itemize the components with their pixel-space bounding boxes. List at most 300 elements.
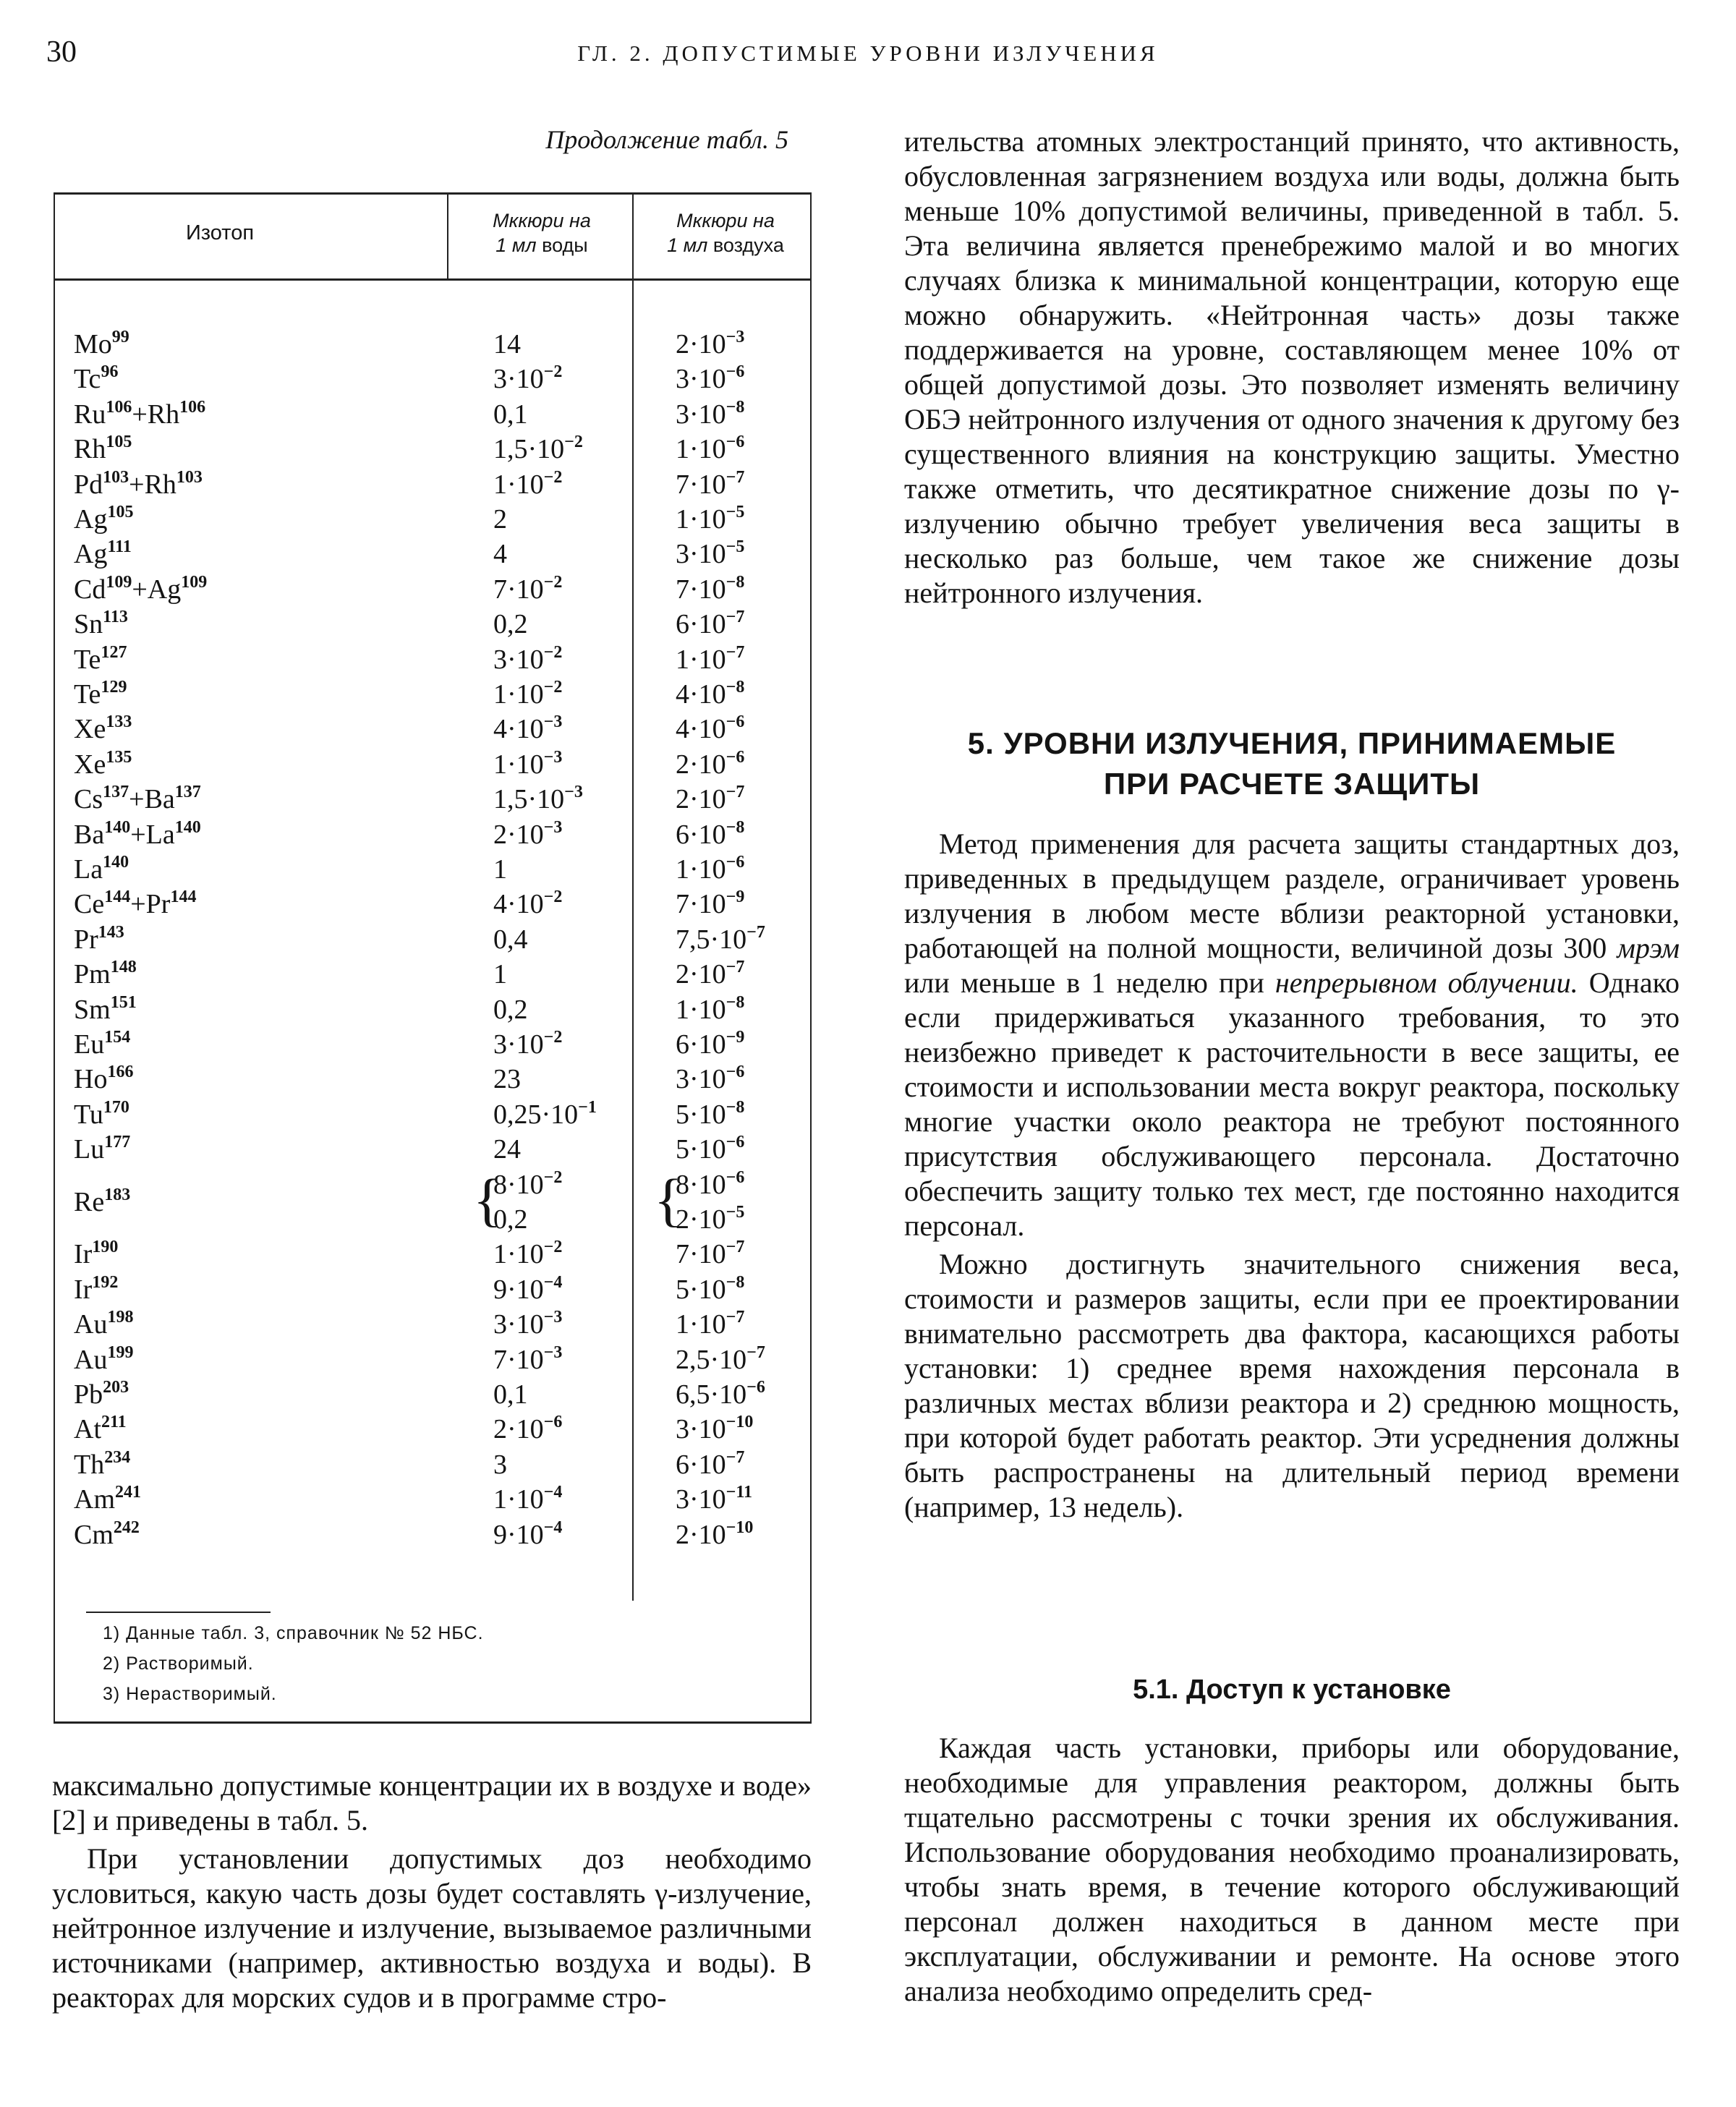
air-value-cell [676,432,744,467]
value-exponent: −3 [543,817,563,837]
table-row [54,327,810,362]
value-exponent: −2 [543,1028,563,1047]
mass-number: 105 [106,433,132,452]
isotope-symbol: Au [74,1309,108,1340]
water-value-cell [493,1132,521,1167]
isotope-cell [74,1027,130,1062]
water-value-cell [493,1272,562,1307]
header-water-line2 [451,233,632,257]
value-exponent: −6 [726,747,745,767]
table-row [54,1097,810,1132]
paragraph: Можно достигнуть значительного снижения веса, стоимости и размеров защиты, если при ее проектировании внимательно рассмотреть два фактора, касающихся работы установки: 1) среднее время нахождения персонала в различных местах вблизи реактора и 2) среднюю мощность, при которой будет работать реактор. Эти усреднения должны быть распространены на длительный период времени (например, 13 недель). [904,1248,1680,1523]
paragraph: Каждая часть установки, приборы или оборудование, необходимые для управления реактором, должны быть тщательно рассмотрены с точки зрения их обслуживания. Использование оборудования необходимо проанализировать, чтобы знать время, в течение которого обслуживающий персонал должен находиться в данном месте при эксплуатации, обслуживании и ремонте. На основе этого анализа необходимо определить сред- [904,1732,1680,2007]
air-value-cell [676,1027,744,1062]
dose-unit: мрэм [1617,932,1680,964]
table-row [54,1132,810,1167]
value-base: 1·10 [676,644,726,675]
mass-number: 198 [107,1308,134,1327]
table-row [54,1272,810,1307]
air-value-cell [676,747,744,782]
value-base: 3 [493,1449,507,1480]
table-top-rule [54,192,812,195]
water-value-cell [493,922,528,957]
value-exponent: −9 [726,888,745,907]
value-exponent: −7 [726,1447,745,1467]
value-exponent: −2 [564,433,583,452]
table-row [54,362,810,396]
mass-number: 137 [174,783,201,802]
running-title: ГЛ. 2. ДОПУСТИМЫЕ УРОВНИ ИЗЛУЧЕНИЯ [577,41,1159,66]
value-exponent: −5 [726,537,745,557]
isotope-symbol: +La [130,819,175,850]
value-exponent: −8 [726,397,745,417]
value-exponent: −2 [543,467,563,487]
isotope-symbol: Ce [74,889,105,920]
isotope-symbol: Ir [74,1274,93,1305]
value-exponent: −6 [726,1133,745,1152]
header-air [635,208,816,257]
value-base: 1·10 [493,679,544,710]
value-base: 8·10 [676,1169,726,1200]
value-base: 2·10 [676,329,726,359]
air-value-cell [676,1482,752,1517]
table-row [54,642,810,677]
air-value-cell [676,1097,744,1132]
value-exponent: −8 [726,1272,745,1292]
table-row [54,957,810,992]
isotope-symbol: Sm [74,994,111,1025]
value-base: 2,5·10 [676,1344,747,1375]
left-column-text [52,1768,812,2019]
mass-number: 211 [101,1413,127,1432]
value-exponent: −7 [746,922,765,942]
air-value-cell [676,712,744,746]
value-base: 4·10 [676,714,726,745]
footnote-rule [86,1612,271,1613]
value-base: 6·10 [676,1029,726,1060]
footnote-1: 1) Данные табл. 3, справочник № 52 НБС. [103,1623,484,1643]
value-base: 0,1 [493,399,528,430]
value-exponent: −2 [543,642,563,662]
air-value-cell [676,397,744,432]
footnote-3: 3) Нерастворимый. [103,1684,277,1704]
table-row [54,887,810,921]
water-value-cell [493,852,507,887]
value-base: 6,5·10 [676,1379,747,1410]
value-base: 7·10 [676,469,726,500]
air-value-cell [676,1447,744,1482]
isotope-cell [74,1132,130,1167]
isotope-symbol: Ho [74,1064,108,1095]
value-exponent: −2 [543,1167,563,1187]
air-value-cell [676,1377,765,1412]
air-value-cell [676,642,744,677]
mass-number: 106 [179,397,206,417]
isotope-cell [74,992,137,1027]
mass-number: 154 [104,1028,131,1047]
header-air-line1: Мккюри на [676,210,775,231]
water-value-cell [493,502,507,537]
water-value-cell [493,1097,597,1132]
table-row [54,1342,810,1377]
value-exponent: −7 [726,1308,745,1327]
air-value-cell [676,1062,744,1097]
isotope-cell [74,537,132,571]
value-base: 3·10 [676,1414,726,1445]
mass-number: 166 [107,1063,134,1082]
mass-number: 137 [103,783,129,802]
water-value-cell [493,957,507,992]
isotope-cell [74,957,137,992]
water-value-cell [493,1377,528,1412]
value-exponent: −9 [726,1028,745,1047]
air-value-cell [676,1307,744,1342]
isotope-symbol: +Ba [129,784,175,815]
air-value-cell [676,1237,744,1272]
value-base: 0,25·10 [493,1099,579,1130]
mass-number: 183 [104,1185,131,1204]
water-value-cell [493,1412,562,1447]
isotope-symbol: Mo [74,329,112,359]
air-value-cell [676,782,744,817]
table-row [54,1307,810,1342]
value-base: 0,4 [493,924,528,955]
isotope-symbol: Xe [74,714,106,745]
table-row [54,607,810,642]
isotope-cell [74,467,203,502]
mass-number: 140 [104,817,131,837]
value-base: 6·10 [676,1449,726,1480]
air-value-cell [676,467,744,502]
water-value-cell [493,642,562,677]
mass-number: 140 [103,853,129,872]
isotope-symbol: Lu [74,1134,105,1165]
value-exponent: −1 [578,1097,597,1117]
value-base: 4·10 [676,679,726,710]
value-base: 6·10 [676,819,726,850]
value-base: 2·10 [676,1519,726,1550]
table-row [54,817,810,852]
value-base: 3·10 [493,644,544,675]
section-title [904,723,1680,804]
value-base: 24 [493,1134,521,1165]
value-base: 3·10 [493,364,544,395]
air-value-cell [676,502,744,537]
air-value-cell [676,362,744,396]
isotope-cell [74,1482,141,1517]
value-base: 3·10 [493,1029,544,1060]
table-row [54,782,810,817]
water-value-cell [493,397,528,432]
table-bottom-rule [54,1721,812,1724]
value-exponent: −6 [726,1167,745,1187]
air-value-cell [676,327,744,362]
value-exponent: −6 [726,362,745,382]
paragraph: максимально допустимые концентрации их в воздухе и воде» [2] и приведены в табл. 5. [52,1769,812,1836]
isotope-symbol: At [74,1414,101,1445]
mass-number: 103 [103,467,129,487]
value-base: 3·10 [676,399,726,430]
value-exponent: −3 [543,1308,563,1327]
isotope-symbol: +Pr [130,889,171,920]
isotope-cell [74,852,129,887]
isotope-symbol: Ru [74,399,106,430]
table-row [54,677,810,712]
value-base: 1·10 [676,1309,726,1340]
value-base: 1,5·10 [493,784,565,815]
table-row [54,1202,810,1237]
value-base: 5·10 [676,1099,726,1130]
isotope-symbol: +Rh [129,469,176,500]
isotope-cell [74,677,127,712]
isotope-symbol: Te [74,644,101,675]
value-base: 6·10 [676,609,726,640]
header-water [451,208,632,257]
air-value-cell [676,1167,744,1202]
air-value-cell [676,677,744,712]
isotope-symbol: Re [74,1186,105,1217]
mass-number: 99 [111,328,129,346]
value-base: 0,2 [493,609,528,640]
value-base: 5·10 [676,1134,726,1165]
air-value-cell [676,852,744,887]
water-value-cell [493,1482,562,1517]
value-base: 1·10 [493,469,544,500]
value-base: 4·10 [493,714,544,745]
table-row [54,1518,810,1552]
air-value-cell [676,572,744,607]
value-base: 7·10 [676,889,726,920]
mass-number: 113 [103,608,128,627]
value-exponent: −6 [543,1413,563,1432]
value-base: 1·10 [493,1239,544,1270]
right-column-subsection [904,1731,1680,2012]
isotope-cell [74,1272,118,1307]
mass-number: 144 [170,888,197,907]
mass-number: 203 [103,1378,129,1397]
value-exponent: −10 [726,1413,754,1432]
value-base: 2·10 [676,749,726,780]
value-base: 2·10 [493,819,544,850]
mass-number: 148 [110,958,137,977]
isotope-symbol: +Ag [132,574,182,605]
value-base: 8·10 [493,1169,544,1200]
mass-number: 106 [106,397,132,417]
paragraph: При установлении допустимых доз необходимо условиться, какую часть дозы будет составлять γ-излучение, нейтронное излучение и излучение, вызываемое различными источниками (например, активностью воздуха и воды). В реакторах для морских судов и в программе стро- [52,1842,812,2014]
water-value-cell [493,1447,507,1482]
table-row [54,852,810,887]
water-value-cell [493,782,583,817]
value-base: 1 [493,959,507,990]
header-isotope: Изотоп [185,221,255,244]
mass-number: 234 [104,1447,131,1467]
table-row [54,1027,810,1062]
water-value-cell [493,1167,562,1202]
isotope-symbol: La [74,854,103,885]
isotope-symbol: Ir [74,1239,93,1270]
mass-number: 199 [107,1342,134,1362]
mass-number: 144 [104,888,131,907]
value-base: 23 [493,1064,521,1095]
mass-number: 129 [101,678,127,697]
value-exponent: −3 [543,747,563,767]
water-value-cell [493,537,507,571]
table-row [54,502,810,537]
air-value-cell [676,1342,765,1377]
value-base: 3·10 [676,539,726,570]
table-row [54,432,810,467]
water-value-cell [493,712,562,746]
table-caption: Продолжение табл. 5 [545,125,788,154]
mass-number: 111 [107,537,132,557]
table-row [54,1237,810,1272]
paragraph: ительства атомных электростанций принято, что активность, обусловленная загрязнением воздуха или воды, должна быть меньше 10% допустимой величины, приведенной в табл. 5. Эта величина является пренебрежимо малой и во многих случаях близка к минимальной концентрации, которую еще можно обнаружить. «Нейтронная часть» дозы также поддерживается на уровне, составляющем менее 10% от общей допустимой дозы. Это позволяет изменять величину ОБЭ нейтронного излучения от одного значения к другому без существенного влияния на конструкцию защиты. Уместно также отметить, что десятикратное снижение дозы по γ-излучению обычно требует увеличения веса защиты в несколько раз больше, чем такое же снижение дозы нейтронного излучения. [904,125,1680,609]
table-row [54,467,810,502]
water-value-cell [493,362,562,396]
isotope-symbol: Ag [74,504,108,535]
paragraph [904,827,1680,1243]
value-base: 3·10 [493,1309,544,1340]
table-row [54,712,810,746]
value-base: 1·10 [676,504,726,535]
value-base: 2·10 [676,784,726,815]
air-value-cell [676,922,765,957]
isotope-cell [74,362,118,396]
value-exponent: −2 [543,572,563,592]
header-water-line1: Мккюри на [493,210,591,231]
value-base: 9·10 [493,1519,544,1550]
isotope-symbol: Pd [74,469,103,500]
isotope-cell [74,397,205,432]
table-row [54,1062,810,1097]
value-exponent: −2 [543,362,563,382]
isotope-symbol: Cs [74,784,103,815]
value-exponent: −6 [726,433,745,452]
subsection-title: 5.1. Доступ к установке [1133,1674,1451,1705]
mass-number: 109 [181,572,208,592]
right-column-text [904,124,1680,614]
isotope-symbol: Te [74,679,101,710]
brace-symbol: { [473,1166,502,1233]
table-row [54,1167,810,1217]
header-air-unit: 1 мл [667,234,708,256]
isotope-symbol: Ba [74,819,105,850]
isotope-cell [74,817,201,852]
value-base: 1,5·10 [493,434,565,465]
section-title-line2: ПРИ РАСЧЕТЕ ЗАЩИТЫ [1103,767,1481,801]
mass-number: 135 [106,747,132,767]
value-base: 7·10 [493,574,544,605]
isotope-cell [74,1342,133,1377]
footnote-2: 2) Растворимый. [103,1653,254,1674]
air-value-cell [676,1518,753,1552]
mass-number: 242 [113,1518,140,1537]
isotope-symbol: Sn [74,609,103,640]
isotope-cell [74,432,132,467]
isotope-cell [74,922,124,957]
value-exponent: −5 [726,503,745,522]
value-exponent: −8 [726,678,745,697]
isotope-symbol: Tc [74,364,101,395]
mass-number: 177 [104,1133,131,1152]
table-row [54,1412,810,1447]
air-value-cell [676,607,744,642]
air-value-cell [676,957,744,992]
value-exponent: −8 [726,817,745,837]
isotope-symbol: Pb [74,1379,103,1410]
isotope-cell [74,607,128,642]
value-exponent: −2 [543,1238,563,1257]
value-base: 1 [493,854,507,885]
value-base: 2 [493,504,507,535]
isotope-symbol: Am [74,1484,115,1515]
water-value-cell [493,817,562,852]
value-base: 14 [493,329,521,359]
value-exponent: −7 [746,1342,765,1362]
value-base: 1·10 [676,994,726,1025]
water-value-cell [493,467,562,502]
isotope-cell [74,642,127,677]
table-row [54,397,810,432]
mass-number: 190 [92,1238,119,1257]
value-exponent: −7 [726,1238,745,1257]
value-base: 4·10 [493,889,544,920]
value-base: 7·10 [676,1239,726,1270]
isotope-symbol: Au [74,1344,108,1375]
water-value-cell [493,1518,562,1552]
value-base: 3·10 [676,364,726,395]
water-value-cell [493,1027,562,1062]
value-base: 2·10 [676,959,726,990]
table-row [54,537,810,571]
value-exponent: −7 [726,608,745,627]
brace-symbol: { [654,1166,683,1233]
isotope-cell [74,747,132,782]
mass-number: 96 [101,362,119,382]
value-exponent: −8 [726,572,745,592]
header-air-rest: воздуха [707,234,784,256]
value-exponent: −11 [726,1483,753,1502]
isotope-cell [74,1237,118,1272]
air-value-cell [676,1202,744,1237]
value-exponent: −6 [726,712,745,732]
value-exponent: −4 [543,1272,563,1292]
air-value-cell [676,1272,744,1307]
value-exponent: −8 [726,1097,745,1117]
water-value-cell [493,607,528,642]
emphasis: непрерывном облучении. [1275,966,1578,999]
value-exponent: −3 [564,783,583,802]
air-value-cell [676,992,744,1027]
table-row [54,572,810,607]
value-base: 1·10 [493,1484,544,1515]
isotope-symbol: Pr [74,924,98,955]
section-title-line1: 5. УРОВНИ ИЗЛУЧЕНИЯ, ПРИНИМАЕМЫЕ [967,726,1617,760]
isotope-cell [74,1377,129,1412]
value-exponent: −2 [543,888,563,907]
header-air-line2 [635,233,816,257]
isotope-cell [74,1097,129,1132]
value-exponent: −3 [726,328,745,346]
page-number: 30 [46,35,77,69]
table-header-rule [54,278,812,281]
value-base: 5·10 [676,1274,726,1305]
value-exponent: −10 [726,1518,754,1537]
mass-number: 192 [92,1272,119,1292]
isotope-cell [74,1412,127,1447]
water-value-cell [493,1307,562,1342]
header-water-rest: воды [536,234,588,256]
